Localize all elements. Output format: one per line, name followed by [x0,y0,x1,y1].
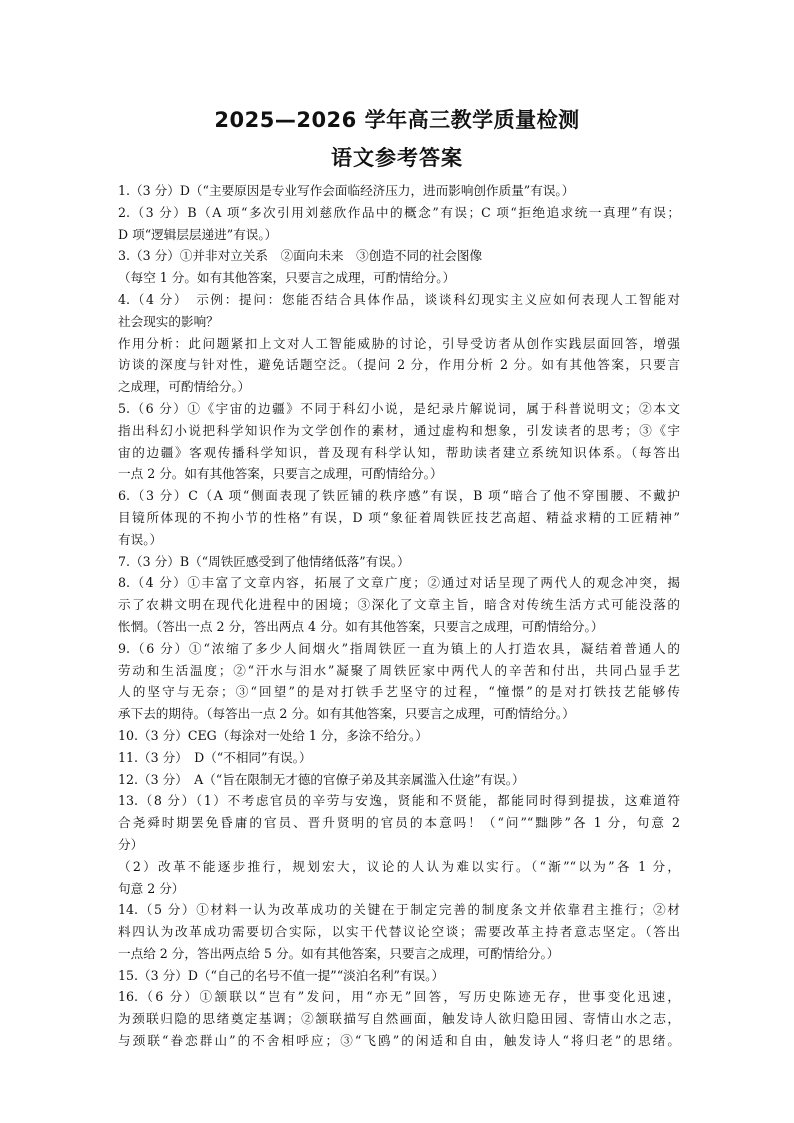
answer-line: 作用分析：此问题紧扣上文对人工智能威胁的讨论，引导受访者从创作实践层面回答，增强 [118,335,680,351]
answer-line: 1.（3 分）D（“主要原因是专业写作会面临经济压力，进而影响创作质量”有误。） [118,183,575,198]
answer-line: 人的坚守与无奈；③“回望”的是对打铁手艺坚守的过程，“憧憬”的是对打铁技艺能够传 [118,684,680,700]
answer-line: 16.（6 分）①颔联以“岂有”发问，用“亦无”回答，写历史陈迹无存，世事变化迅速， [118,989,680,1005]
answer-line: D 项“逻辑层层递进”有误。） [118,226,278,242]
answer-line: 怅惘。（答出一点 2 分，答出两点 4 分。如有其他答案，只要言之成理，可酌情给分。） [118,618,604,634]
answer-line: 承下去的期待。（每答出一点 2 分。如有其他答案，只要言之成理，可酌情给分。） [118,706,575,722]
answer-line: 10.（3 分）CEG（每涂对一处给 1 分，多涂不给分。） [118,727,428,743]
answer-line: 社会现实的影响？ [118,313,219,329]
answer-line: 句意 2 分） [118,880,185,896]
answer-line: 劳动和生活温度；②“汗水与泪水”凝聚了周铁匠家中两代人的辛苦和付出，共同凸显手艺 [118,662,680,678]
document-subtitle: 语文参考答案 [331,146,463,170]
answer-line: 宙的边疆》客观传播科学知识，普及现有科学认知，帮助读者建立系统知识体系。（每答出 [118,444,680,460]
answer-line: 料四认为改革成功需要切合实际，以实干代替议论空谈；需要改革主持者意志坚定。（答出 [118,924,680,940]
answer-line: 13.（8 分）（1）不考虑官员的辛劳与安逸，贤能和不贤能，都能同时得到提拔，这难道符 [118,793,680,809]
answer-line: （每空 1 分。如有其他答案，只要言之成理，可酌情给分。） [118,270,456,286]
answer-line: 有误。） [118,531,163,547]
answer-line: 12.（3 分） A（“旨在限制无才德的官僚子弟及其亲属滥入仕途”有误。） [118,771,525,787]
answer-line: 5.（6 分）①《宇宙的边疆》不同于科幻小说，是纪录片解说词，属于科普说明文；②本文 [118,400,680,416]
answer-line: 一点 2 分。如有其他答案，只要言之成理，可酌情给分。） [118,466,443,482]
answer-list [118,180,680,1052]
answer-line: 3.（3 分）①并非对立关系 ②面向未来 ③创造不同的社会图像 [118,248,483,264]
answer-line: 14.（5 分）①材料一认为改革成功的关键在于制定完善的制度条文并依靠君主推行；②材 [118,902,680,918]
answer-line: 9.（6 分）①“浓缩了多少人间烟火”指周铁匠一直为镇上的人打造农具，凝结着普通人的 [118,640,680,656]
answer-line: 7.（3 分）B（“周铁匠感受到了他情绪低落”有误。） [118,553,410,569]
answer-line: 11.（3 分） D（“不相同”有误。） [118,749,312,765]
answer-line: 之成理，可酌情给分。） [118,379,251,395]
answer-line: 6.（3 分）C（A 项“侧面表现了铁匠铺的秩序感”有误，B 项“暗合了他不穿围腰、不戴护 [118,488,680,504]
answer-line: 示了农耕文明在现代化进程中的困境；③深化了文章主旨，暗含对传统生活方式可能没落的 [118,597,680,613]
answer-line: 指出科幻小说把科学知识作为文学创作的素材，通过虚构和想象，引发读者的思考；③《宇 [118,422,680,438]
answer-line: 15.（3 分）D（“自己的名号不值一提”“淡泊名利”有误。） [118,967,445,983]
answer-line: 与颈联“眷恋群山”的不舍相呼应；③“飞鸥”的闲适和自由，触发诗人“将归老”的思绪。 [118,1033,680,1049]
answer-line: 合尧舜时期罢免昏庸的官员、晋升贤明的官员的本意吗！（“问”“黜陟”各 1 分，句意 2 [118,815,680,831]
answer-line: 一点给 2 分，答出两点给 5 分。如有其他答案，只要言之成理，可酌情给分。） [118,945,560,961]
answer-line: （2）改革不能逐步推行，规划宏大，议论的人认为难以实行。（“渐”“以为”各 1 分， [118,858,680,874]
answer-line: 4.（4 分） 示例：提问：您能否结合具体作品，谈谈科幻现实主义应如何表现人工智能对 [118,291,680,307]
answer-line: 分） [118,836,144,852]
document-title: 2025—2026 学年高三教学质量检测 [214,108,580,132]
answer-line: 目镜所体现的不拘小节的性格”有误，D 项“象征着周铁匠技艺高超、精益求精的工匠精神” [118,509,680,525]
answer-line: 2.（3 分）B（A 项“多次引用刘慈欣作品中的概念”有误；C 项“拒绝追求统一真理”有误； [118,204,680,220]
answer-line: 8.（4 分）①丰富了文章内容，拓展了文章广度；②通过对话呈现了两代人的观念冲突，揭 [118,575,680,591]
answer-line: 访谈的深度与针对性，避免话题空泛。（提问 2 分，作用分析 2 分。如有其他答案，只要言 [118,357,680,373]
answer-line: 为颈联归隐的思绪奠定基调；②颔联描写自然画面，触发诗人欲归隐田园、寄情山水之志， [118,1011,680,1027]
